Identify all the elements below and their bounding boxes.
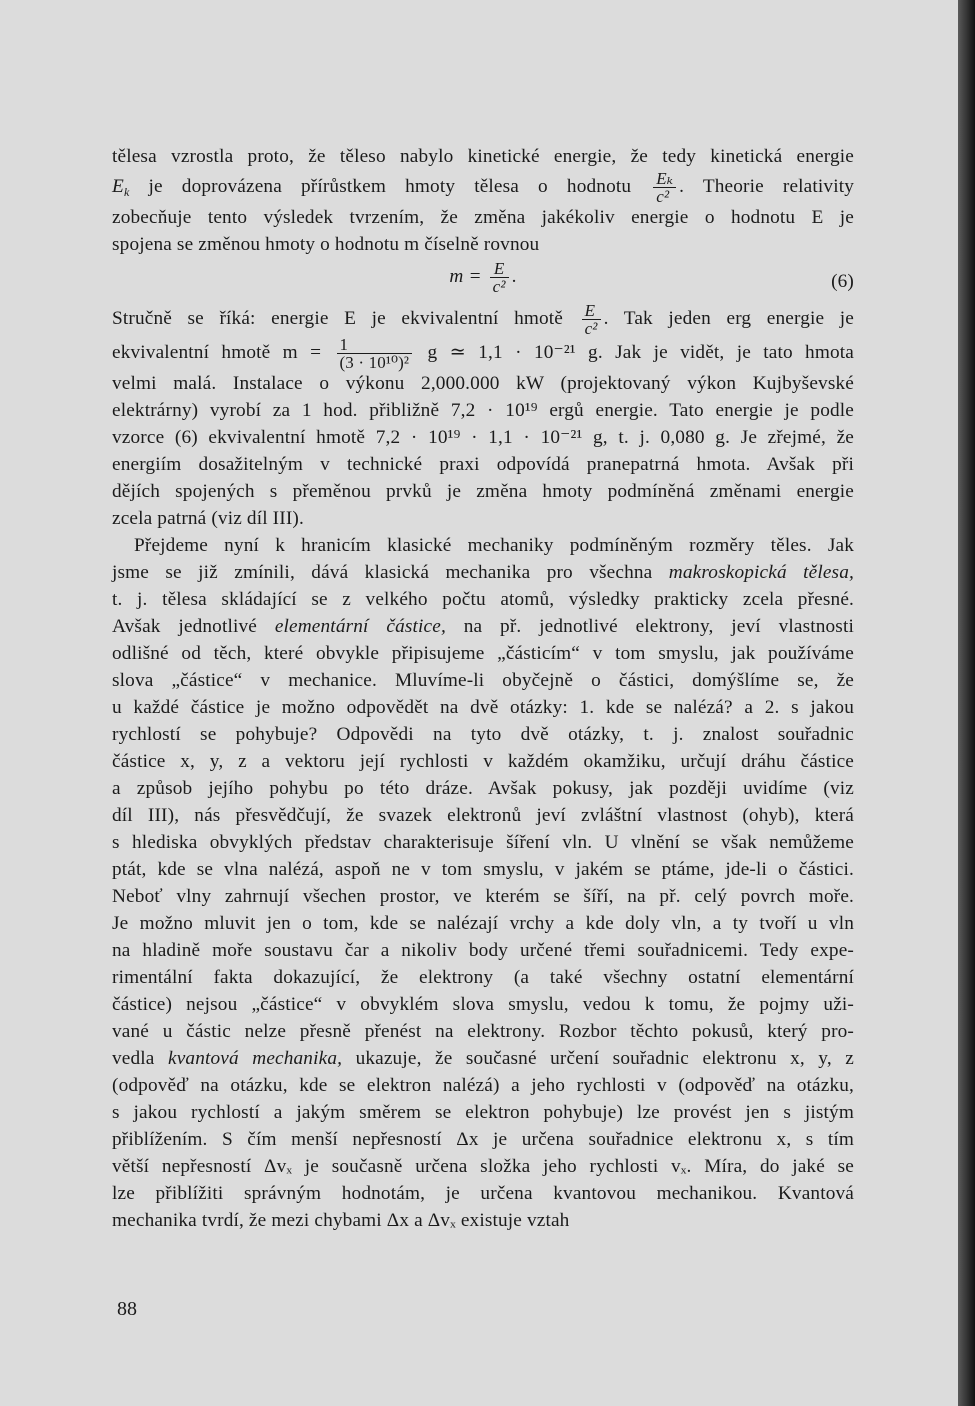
text-line: jsme se již zmínili, dává klasická mechanika pro všechna makroskopická tělesa, — [112, 562, 854, 583]
text-line: dějích spojených s přeměnou prvků je změna hmoty podmíněná změnami energie — [112, 481, 854, 502]
text-line: s jakou rychlostí a jakým směrem se elektron pohybuje) lze provést jen s jistým — [112, 1102, 854, 1123]
text-line: (odpověď na otázku, kde se elektron nalézá) a jeho rychlosti v (odpověď na otázku, — [112, 1075, 854, 1096]
text-line: Přejdeme nyní k hranicím klasické mechaniky podmíněným rozměry těles. Jak — [134, 535, 854, 556]
page-body-text — [112, 143, 854, 1234]
text-line: Je možno mluvit jen o tom, kde se nalézají vrchy a kde doly vln, a ty tvoří u vln — [112, 913, 854, 934]
page-edge-shadow — [958, 0, 975, 1406]
text-line: částice x, y, z a vektoru její rychlosti v každém okamžiku, určují dráhu částice — [112, 751, 854, 772]
text-line: vzorce (6) ekvivalentní hmotě 7,2 · 10¹⁹ · 1,1 · 10⁻²¹ g, t. j. 0,080 g. Je zřejmé, že — [112, 427, 854, 448]
text-line: lze přiblížiti správným hodnotám, je určena kvantovou mechanikou. Kvantová — [112, 1183, 854, 1204]
text-line: ekvivalentní hmotě m = $\frac{1}{\text{(3 · 10¹⁰)²}}$ g ≃ 1,1 · 10⁻²¹ g. Jak je vidět, je tato hmota — [112, 335, 854, 373]
text-line: elektrárny) vyrobí za 1 hod. přibližně 7,2 · 10¹⁹ ergů energie. Tato energie je podle — [112, 400, 854, 421]
text-line: díl III), nás přesvědčují, že svazek elektronů jeví zvláštní vlastnost (ohyb), která — [112, 805, 854, 826]
text-line: odlišné od těch, které obvykle připisujeme „částicím“ v tom smyslu, jak používáme — [112, 643, 854, 664]
text-line: rychlostí se pohybuje? Odpovědi na tyto dvě otázky, t. j. znalost souřadnic — [112, 724, 854, 745]
text-line: přiblížením. S čím menší nepřesností Δx je určena souřadnice elektronu x, s tím — [112, 1129, 854, 1150]
text-line: rimentální fakta dokazující, že elektrony (a také všechny ostatní elementární — [112, 967, 854, 988]
fraction-e-over-c2: $\frac{E}{\text{c²}}$ — [490, 260, 509, 295]
fraction-e-over-c2-inline: $\frac{E}{\text{c²}}$ — [582, 302, 601, 337]
text-line: slova „částice“ v mechanice. Mluvíme-li obyčejně o částici, domýšlíme se, že — [112, 670, 854, 691]
text-line: vané u částic nelze přesně přenést na elektrony. Rozbor těchto pokusů, který pro- — [112, 1021, 854, 1042]
fraction-one-over-c2-value: $\frac{1}{\text{(3 · 10¹⁰)²}}$ — [337, 336, 413, 371]
text-line: částice) nejsou „částice“ v obvyklém slova smyslu, vedou k tomu, že pojmy uži- — [112, 994, 854, 1015]
text-line: Avšak jednotlivé elementární částice, na př. jednotlivé elektrony, jeví vlastnosti — [112, 616, 854, 637]
text-line: zcela patrná (viz díl III). — [112, 508, 304, 529]
text-line: tělesa vzrostla proto, že těleso nabylo kinetické energie, že tedy kinetická energie — [112, 146, 854, 167]
text-line: t. j. tělesa skládající se z velkého počtu atomů, výsledky prakticky zcela přesné. — [112, 589, 854, 610]
text-line: a způsob jejího pohybu po této dráze. Avšak pokusy, jak později uvidíme (viz — [112, 778, 854, 799]
text-line: s hlediska obvyklých představ charakterisuje šíření vln. U vlnění se však nemůžeme — [112, 832, 854, 853]
equation-number: (6) — [831, 271, 854, 292]
text-line: na hladině moře soustavu čar a nikoliv body určené třemi souřadnicemi. Tedy expe- — [112, 940, 854, 961]
symbol-ek: $E_k$ — [112, 176, 130, 199]
text-line: Neboť vlny zahrnují všechen prostor, ve kterém se šíří, na př. celý povrch moře. — [112, 886, 854, 907]
text-line: energiím dosažitelným v technické praxi odpovídá pranepatrná hmota. Avšak při — [112, 454, 854, 475]
text-line: vedla kvantová mechanika, ukazuje, že současné určení souřadnic elektronu x, y, z — [112, 1048, 854, 1069]
text-line: zobecňuje tento výsledek tvrzením, že změna jakékoliv energie o hodnotu E je — [112, 207, 854, 228]
text-line: velmi malá. Instalace o výkonu 2,000.000 kW (projektovaný výkon Kujbyševské — [112, 373, 854, 394]
text-line: $E_k$ je doprovázena přírůstkem hmoty tělesa o hodnotu $\frac{\text{Eₖ}}{\text{c²}}$ . Theorie relativity — [112, 169, 855, 207]
fraction-ek-over-c2: $\frac{\text{Eₖ}}{\text{c²}}$ — [653, 170, 676, 205]
equation-6: m = $\frac{E}{\text{c²}}$ . (6) — [449, 259, 854, 296]
text-line: větší nepřesností Δvₓ je současně určena složka jeho rychlosti vₓ. Míra, do jaké se — [112, 1156, 854, 1177]
text-line: ptát, kde se vlna nalézá, aspoň ne v tom smyslu, v jakém se ptáme, jde-li o částici. — [112, 859, 854, 880]
text-line: spojena se změnou hmoty o hodnotu m číselně rovnou — [112, 234, 540, 255]
text-line: mechanika tvrdí, že mezi chybami Δx a Δvₓ existuje vztah — [112, 1210, 570, 1231]
text-line: u každé částice je možno odpovědět na dvě otázky: 1. kde se nalézá? a 2. s jakou — [112, 697, 854, 718]
text-line: Stručně se říká: energie E je ekvivalentní hmotě $\frac{E}{\text{c²}}$ . Tak jeden erg energie je — [112, 301, 854, 339]
page-number: 88 — [117, 1298, 137, 1320]
